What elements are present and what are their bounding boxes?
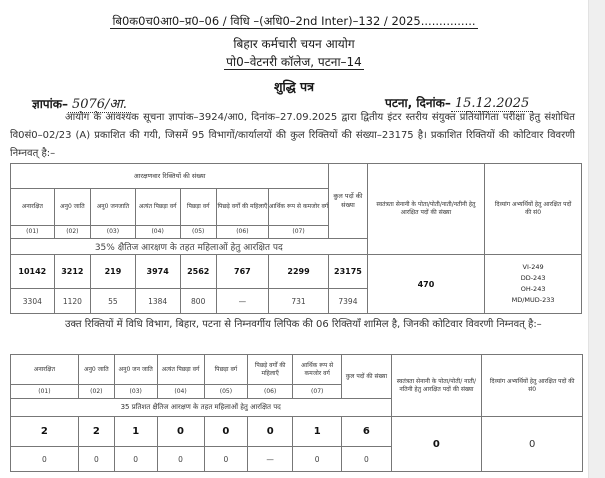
cell: 23175 [329, 255, 367, 289]
memo-number-handwritten: 5076/आ. [68, 97, 131, 113]
col-header: अनु0 जन जाति [114, 355, 157, 385]
cell: 0 [293, 447, 342, 472]
cell: 2 [78, 417, 114, 447]
vacancy-table-total [10, 163, 582, 314]
vacancy-table-law-dept [10, 354, 583, 472]
cell: 3304 [11, 289, 55, 314]
freedom-fighter-value: 0 [391, 417, 482, 472]
divyang-header: दिव्यांग अभ्यर्थियों हेतु आरक्षित पदों की सं0 [482, 355, 583, 417]
cell: 3212 [54, 255, 90, 289]
col-header: पिछड़े वर्गों की महिलाएँ [248, 355, 293, 385]
col-header: पिछड़े वर्गों की महिलाएँ [216, 189, 268, 226]
page-margin [588, 0, 605, 478]
total-posts-header: कुल पदों की संख्या [342, 355, 391, 399]
document-title: शुद्धि पत्र [273, 79, 315, 94]
col-header: आर्थिक रूप से कमजोर वर्ग [268, 189, 328, 226]
cell: 10142 [11, 255, 55, 289]
col-number: (03) [114, 385, 157, 399]
col-number: (02) [54, 226, 90, 239]
cell: 219 [91, 255, 136, 289]
reference-line [0, 14, 588, 29]
col-number: (04) [157, 385, 204, 399]
cell: 7394 [329, 289, 367, 314]
table-row-total [11, 417, 583, 447]
col-header: अनारक्षित [11, 189, 55, 226]
cell: 6 [342, 417, 391, 447]
cell: — [248, 447, 293, 472]
divyang-dd: DD-243 [520, 274, 546, 282]
cell: 731 [268, 289, 328, 314]
divyang-header: दिव्यांग अभ्यर्थियों हेतु आरक्षित पदों की सं0 [485, 164, 582, 255]
freedom-fighter-header: स्वतंत्रता सेनानी के पोता/पोती/नाती/नतीनी हेतु आरक्षित पदों की संख्या [367, 164, 485, 255]
col-number: (04) [135, 226, 180, 239]
organization-address [0, 53, 588, 70]
cell: 2 [11, 417, 79, 447]
freedom-fighter-header: स्वतंत्रता सेनानी के पोता/पोती/ नाती/ नतिनी हेतु आरक्षित पदों की संख्या [391, 355, 482, 417]
col-header: पिछड़ा वर्ग [180, 189, 216, 226]
women-reservation-note: 35% क्षैतिज आरक्षण के तहत महिलाओं हेतु आरक्षित पद [11, 239, 368, 255]
col-number: (03) [91, 226, 136, 239]
women-reservation-note: 35 प्रतिशत क्षैतिज आरक्षण के तहत महिलाओं हेतु आरक्षित पद [11, 399, 392, 417]
divyang-vi: VI-249 [522, 263, 544, 271]
cell: 1 [114, 417, 157, 447]
cell: 0 [157, 417, 204, 447]
col-header: आर्थिक रूप से कमजोर वर्ग [293, 355, 342, 385]
table-row-total [11, 255, 582, 289]
cell: 0 [204, 447, 248, 472]
cell: 2299 [268, 255, 328, 289]
freedom-fighter-value: 470 [367, 255, 485, 314]
col-header: पिछड़ा वर्ग [204, 355, 248, 385]
cell: 0 [248, 417, 293, 447]
divyang-oh: OH-243 [520, 285, 546, 293]
divyang-values [485, 255, 582, 314]
cell: 0 [11, 447, 79, 472]
col-number: (07) [268, 226, 328, 239]
col-number: (07) [293, 385, 342, 399]
cell: 1 [293, 417, 342, 447]
col-number: (06) [216, 226, 268, 239]
divyang-md: MD/MUD-233 [511, 296, 555, 304]
cell: 1120 [54, 289, 90, 314]
address-text: पो0–वेटनरी कॉलेज, पटना–14 [226, 55, 362, 69]
cell: 0 [204, 417, 248, 447]
col-header: अनु0 जाति [78, 355, 114, 385]
col-number: (05) [204, 385, 248, 399]
reference-text: बि0क0च0आ0–प्र0–06 / विधि –(अधि0–2nd Inter)–132 / 2025............... [112, 14, 476, 28]
cell: 800 [180, 289, 216, 314]
col-number: (01) [11, 226, 55, 239]
organization-name: बिहार कर्मचारी चयन आयोग [233, 37, 355, 51]
col-header: अत्यंत पिछड़ा वर्ग [157, 355, 204, 385]
cell: 0 [114, 447, 157, 472]
paragraph-intro: आयोग के आवश्यक सूचना ज्ञापांक–3924/आ0, दिनांक–27.09.2025 द्वारा द्वितीय इंटर स्तरीय संयुक्त प्रतियोगिता परीक्षा हेतु संशोधित वि0सं0–02/23 (A) प्रकाशित की गयी, जिसमें 95 विभागों/कार्यालयों की कुल रिक्तियों की संख्या–23175 है। प्रकाशित रिक्तियों की कोटिवार विवरणी निम्नवत् है:– [10, 112, 575, 159]
col-header: अत्यंत पिछड़ा वर्ग [135, 189, 180, 226]
group-header: आरक्षणवार रिक्तियों की संख्या [11, 164, 329, 189]
date-handwritten: 15.12.2025 [451, 96, 533, 112]
cell: 0 [78, 447, 114, 472]
date-label: पटना, दिनांक– [385, 96, 451, 110]
col-number: (06) [248, 385, 293, 399]
cell: 1384 [135, 289, 180, 314]
total-posts-header: कुल पदों की संख्या [329, 164, 367, 239]
cell: 2562 [180, 255, 216, 289]
paragraph-law-dept: उक्त रिक्तियों में विधि विभाग, बिहार, पटना से निम्नवर्गीय लिपिक की 06 रिक्तियाँ शामिल है, जिनकी कोटिवार विवरणी निम्नवत् है:– [65, 319, 542, 330]
cell: 0 [342, 447, 391, 472]
col-header: अनारक्षित [11, 355, 79, 385]
col-header: अनु0 जाति [54, 189, 90, 226]
col-number: (01) [11, 385, 79, 399]
cell: — [216, 289, 268, 314]
cell: 3974 [135, 255, 180, 289]
memo-label: ज्ञापांक– [32, 97, 68, 111]
col-number: (02) [78, 385, 114, 399]
cell: 55 [91, 289, 136, 314]
col-number: (05) [180, 226, 216, 239]
cell: 767 [216, 255, 268, 289]
col-header: अनु0 जनजाति [91, 189, 136, 226]
divyang-value: 0 [482, 417, 583, 472]
cell: 0 [157, 447, 204, 472]
